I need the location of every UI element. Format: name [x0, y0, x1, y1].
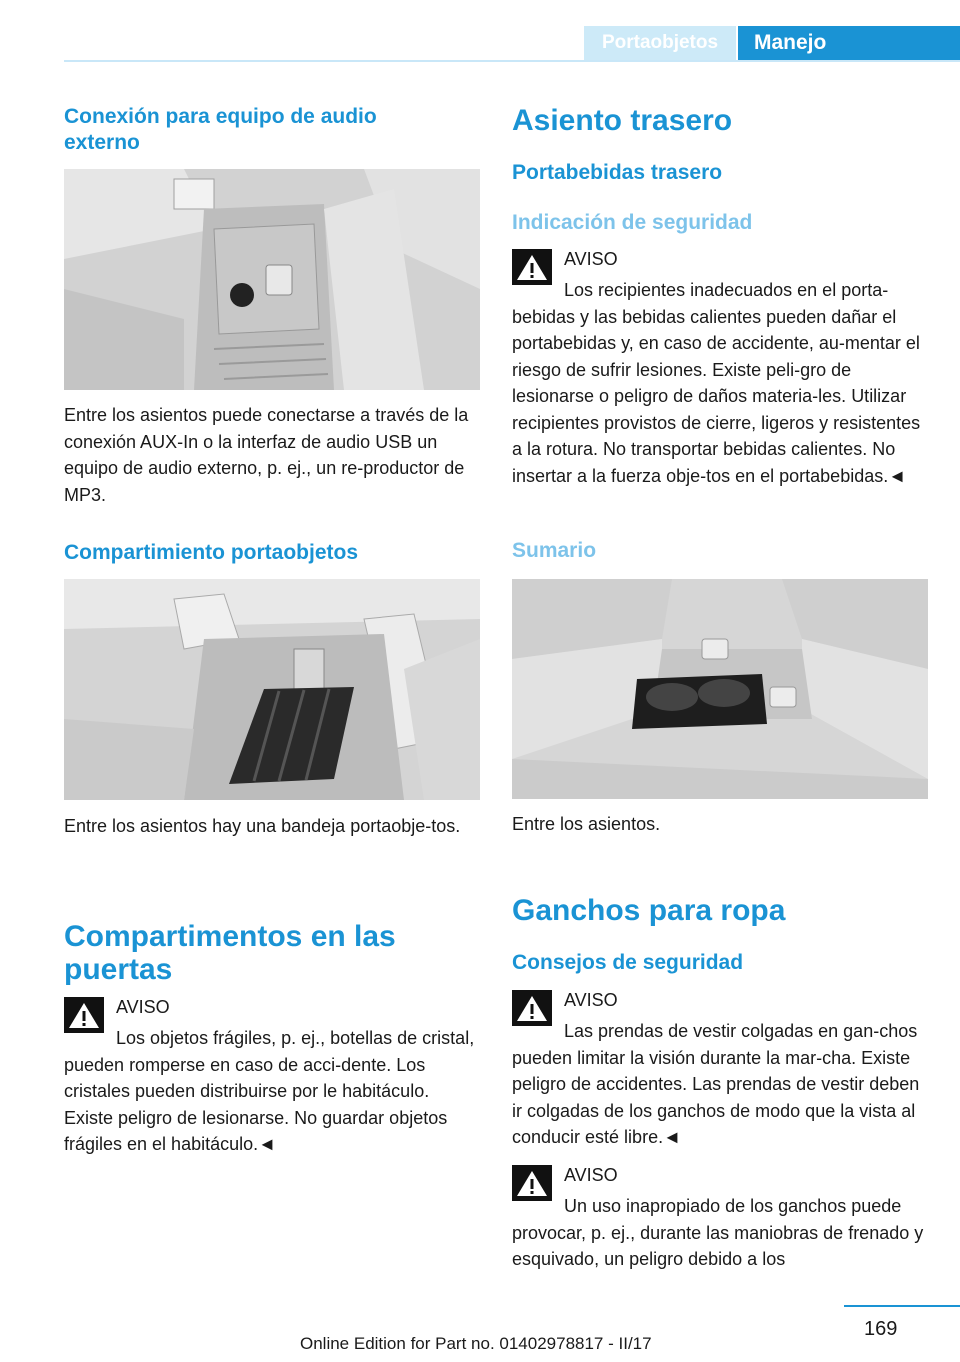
header-chapter-tab: Manejo [738, 26, 960, 60]
image-storage-compartment [64, 579, 480, 800]
warning-text: Los objetos frágiles, p. ej., botellas de cristal, pueden romperse en caso de acci-dente. Los cristales pueden distribuirse por le habitáculo. Existe peligro de lesionarse. No guardar objetos frágiles en el habitáculo.◄ [64, 1028, 475, 1154]
paragraph-storage-compartment: Entre los asientos hay una bandeja portaobje-tos. [64, 816, 461, 836]
heading-safety-tips: Consejos de seguridad [512, 951, 744, 974]
heading-audio-connection: Conexión para equipo de audio externo [64, 105, 377, 154]
warning-label: AVISO [564, 249, 618, 269]
footer-edition: Online Edition for Part no. 01402978817 - II/17 [300, 1334, 652, 1353]
warning-label: AVISO [564, 990, 618, 1010]
warning-text: Un uso inapropiado de los ganchos puede provocar, p. ej., durante las maniobras de frenado y esquivado, un peligro debido a los [512, 1196, 924, 1269]
header-section-tab: Portaobjetos [584, 26, 736, 60]
heading-summary: Sumario [512, 539, 597, 562]
paragraph-summary: Entre los asientos. [512, 814, 661, 834]
heading-rear-cupholder: Portabebidas trasero [512, 161, 723, 184]
paragraph-audio-connection: Entre los asientos puede conectarse a través de la conexión AUX-In o la interfaz de audio USB un equipo de audio externo, p. ej., un re-productor de MP3. [64, 405, 469, 505]
footer-rule [844, 1305, 960, 1307]
heading-rear-seat: Asiento trasero [512, 104, 733, 137]
image-audio-connection [64, 169, 480, 390]
header-rule [64, 60, 960, 62]
heading-door-compartments: Compartimentos en las puertas [64, 920, 396, 986]
warning-text: Los recipientes inadecuados en el porta-bebidas y las bebidas calientes pueden dañar el portabebidas y, en caso de accidente, au-mentar el riesgo de sufrir lesiones. Existe peli-gro de lesionarse o peligro de daños materia-les. Utilizar recipientes provistos de cierre, ligeros y resistentes a la rotura. No transportar bebidas calientes. No insertar a la fuerza obje-tos en el portabebidas.◄ [512, 280, 921, 486]
warning-text: Las prendas de vestir colgadas en gan-chos pueden limitar la visión durante la mar-cha. Existe peligro de accidentes. Las prendas de vestir deben ir colgadas de los ganchos de modo que la vista al conducir esté libre.◄ [512, 1021, 920, 1147]
warning-label: AVISO [564, 1165, 618, 1185]
page-number: 169 [864, 1318, 898, 1340]
warning-label: AVISO [116, 997, 170, 1017]
heading-clothes-hooks: Ganchos para ropa [512, 894, 786, 927]
image-rear-cupholder [512, 579, 928, 799]
heading-storage-compartment: Compartimiento portaobjetos [64, 541, 359, 564]
heading-safety-note: Indicación de seguridad [512, 211, 753, 234]
